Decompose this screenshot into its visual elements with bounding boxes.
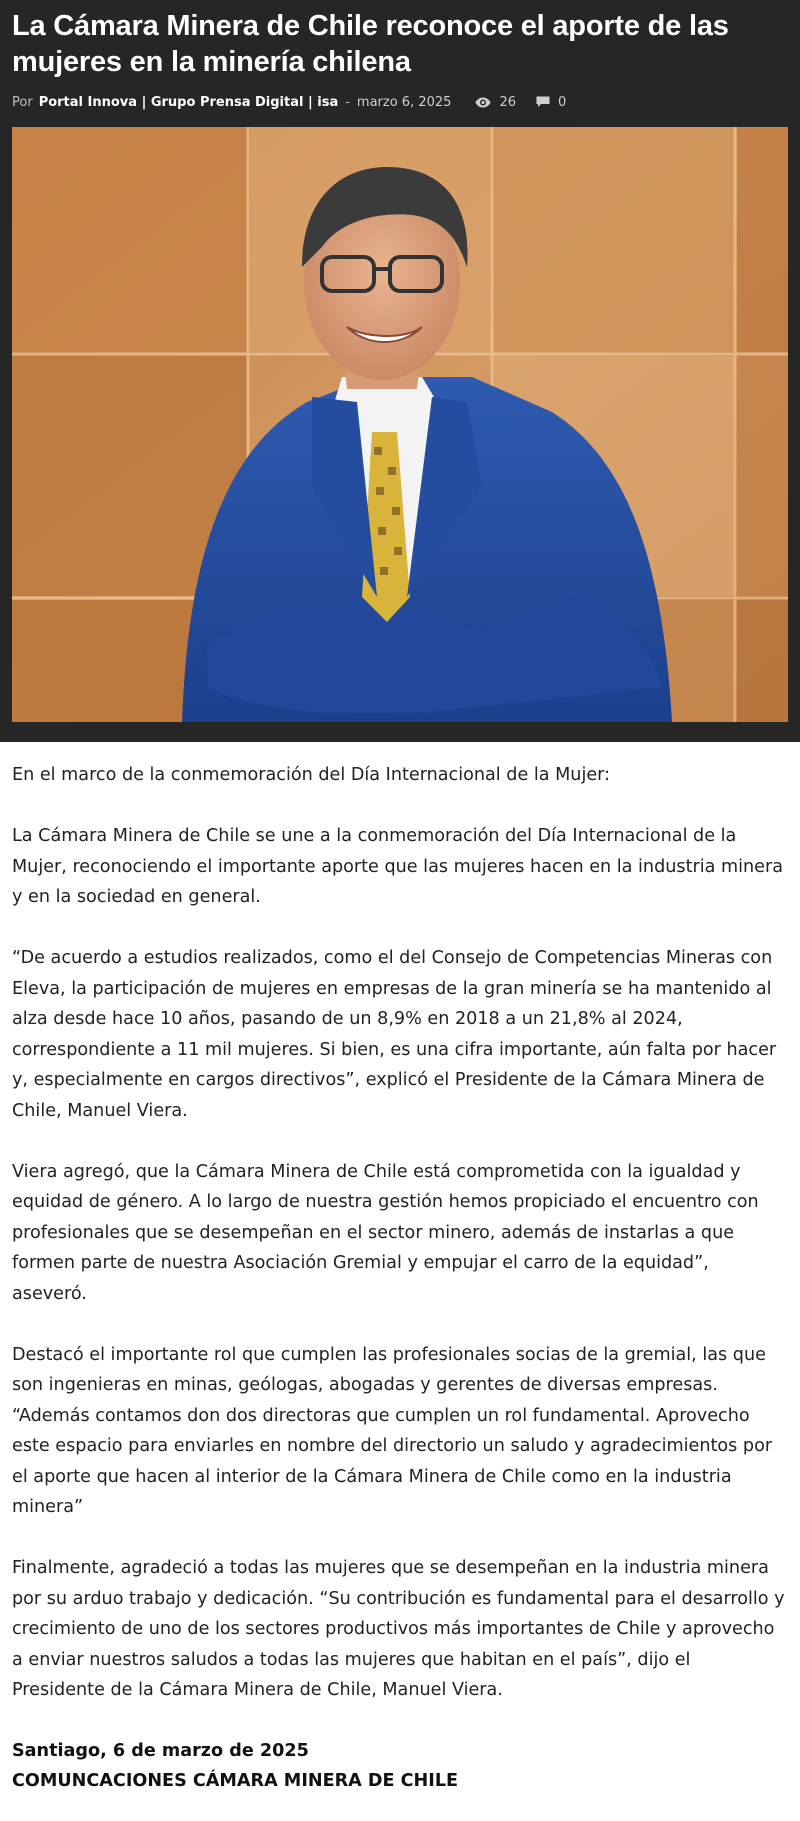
article-paragraph: Finalmente, agradeció a todas las mujeres que se desempeñan en la industria minera por su arduo trabajo y dedicación. “Su contribución es fundamental para el desarrollo y crecimiento de uno de los sectores productivos más importantes de Chile y aprovecho a enviar nuestros saludos a todas las mujeres que habitan en el país”, dijo el Presidente de la Cámara Minera de Chile, Manuel Viera. — [12, 1558, 785, 1700]
article-title: La Cámara Minera de Chile reconoce el aporte de las mujeres en la minería chilena — [12, 10, 729, 78]
author-link[interactable]: Portal Innova | Grupo Prensa Digital | isa — [38, 94, 339, 110]
views-counter — [475, 95, 516, 110]
comments-link[interactable] — [536, 95, 566, 110]
comments-count: 0 — [557, 94, 567, 110]
featured-image — [12, 127, 788, 722]
article-meta — [12, 92, 566, 112]
article-paragraph: En el marco de la conmemoración del Día Internacional de la Mujer: — [12, 765, 611, 785]
article-paragraph: “De acuerdo a estudios realizados, como el del Consejo de Competencias Mineras con Eleva, la participación de mujeres en empresas de la gran minería se ha mantenido al alza desde hace 10 años, pasando de un 8,9% en 2018 a un 21,8% al 2024, correspondiente a 11 mil mujeres. Si bien, es una cifra importante, aún falta por hacer y, especialmente en cargos directivos”, explicó el Presidente de la Cámara Minera de Chile, Manuel Viera. — [12, 948, 777, 1121]
article-paragraph: Destacó el importante rol que cumplen las profesionales socias de la gremial, las que son ingenieras en minas, geólogas, abogadas y gerentes de diversas empresas. “Además contamos don dos directoras que cumplen un rol fundamental. Aprovecho este espacio para enviarles en nombre del directorio un saludo y agradecimientos por el aporte que hacen al interior de la Cámara Minera de Chile como en la industria minera” — [12, 1344, 773, 1517]
article-paragraph: Viera agregó, que la Cámara Minera de Chile está comprometida con la igualdad y equidad de género. A lo largo de nuestra gestión hemos propiciado el encuentro con profesionales que se desempeñan en el sector minero, además de instarlas a que formen parte de nuestra Asociación Gremial y empujar el carro de la equidad”, aseveró. — [12, 1161, 759, 1304]
views-count: 26 — [499, 94, 516, 110]
comment-icon — [536, 96, 550, 108]
article-body — [12, 760, 788, 1796]
article-header — [0, 0, 800, 742]
signature-place-date: Santiago, 6 de marzo de 2025 — [12, 1741, 309, 1761]
post-date[interactable]: marzo 6, 2025 — [356, 94, 452, 110]
signature-org: COMUNCACIONES CÁMARA MINERA DE CHILE — [12, 1771, 459, 1791]
by-label: Por — [12, 94, 33, 110]
meta-separator: - — [345, 94, 350, 110]
article-paragraph: La Cámara Minera de Chile se une a la conmemoración del Día Internacional de la Mujer, reconociendo el importante aporte que las mujeres hacen en la industria minera y en la sociedad en general. — [12, 826, 783, 907]
portrait-image — [12, 127, 788, 722]
eye-icon — [475, 97, 491, 108]
